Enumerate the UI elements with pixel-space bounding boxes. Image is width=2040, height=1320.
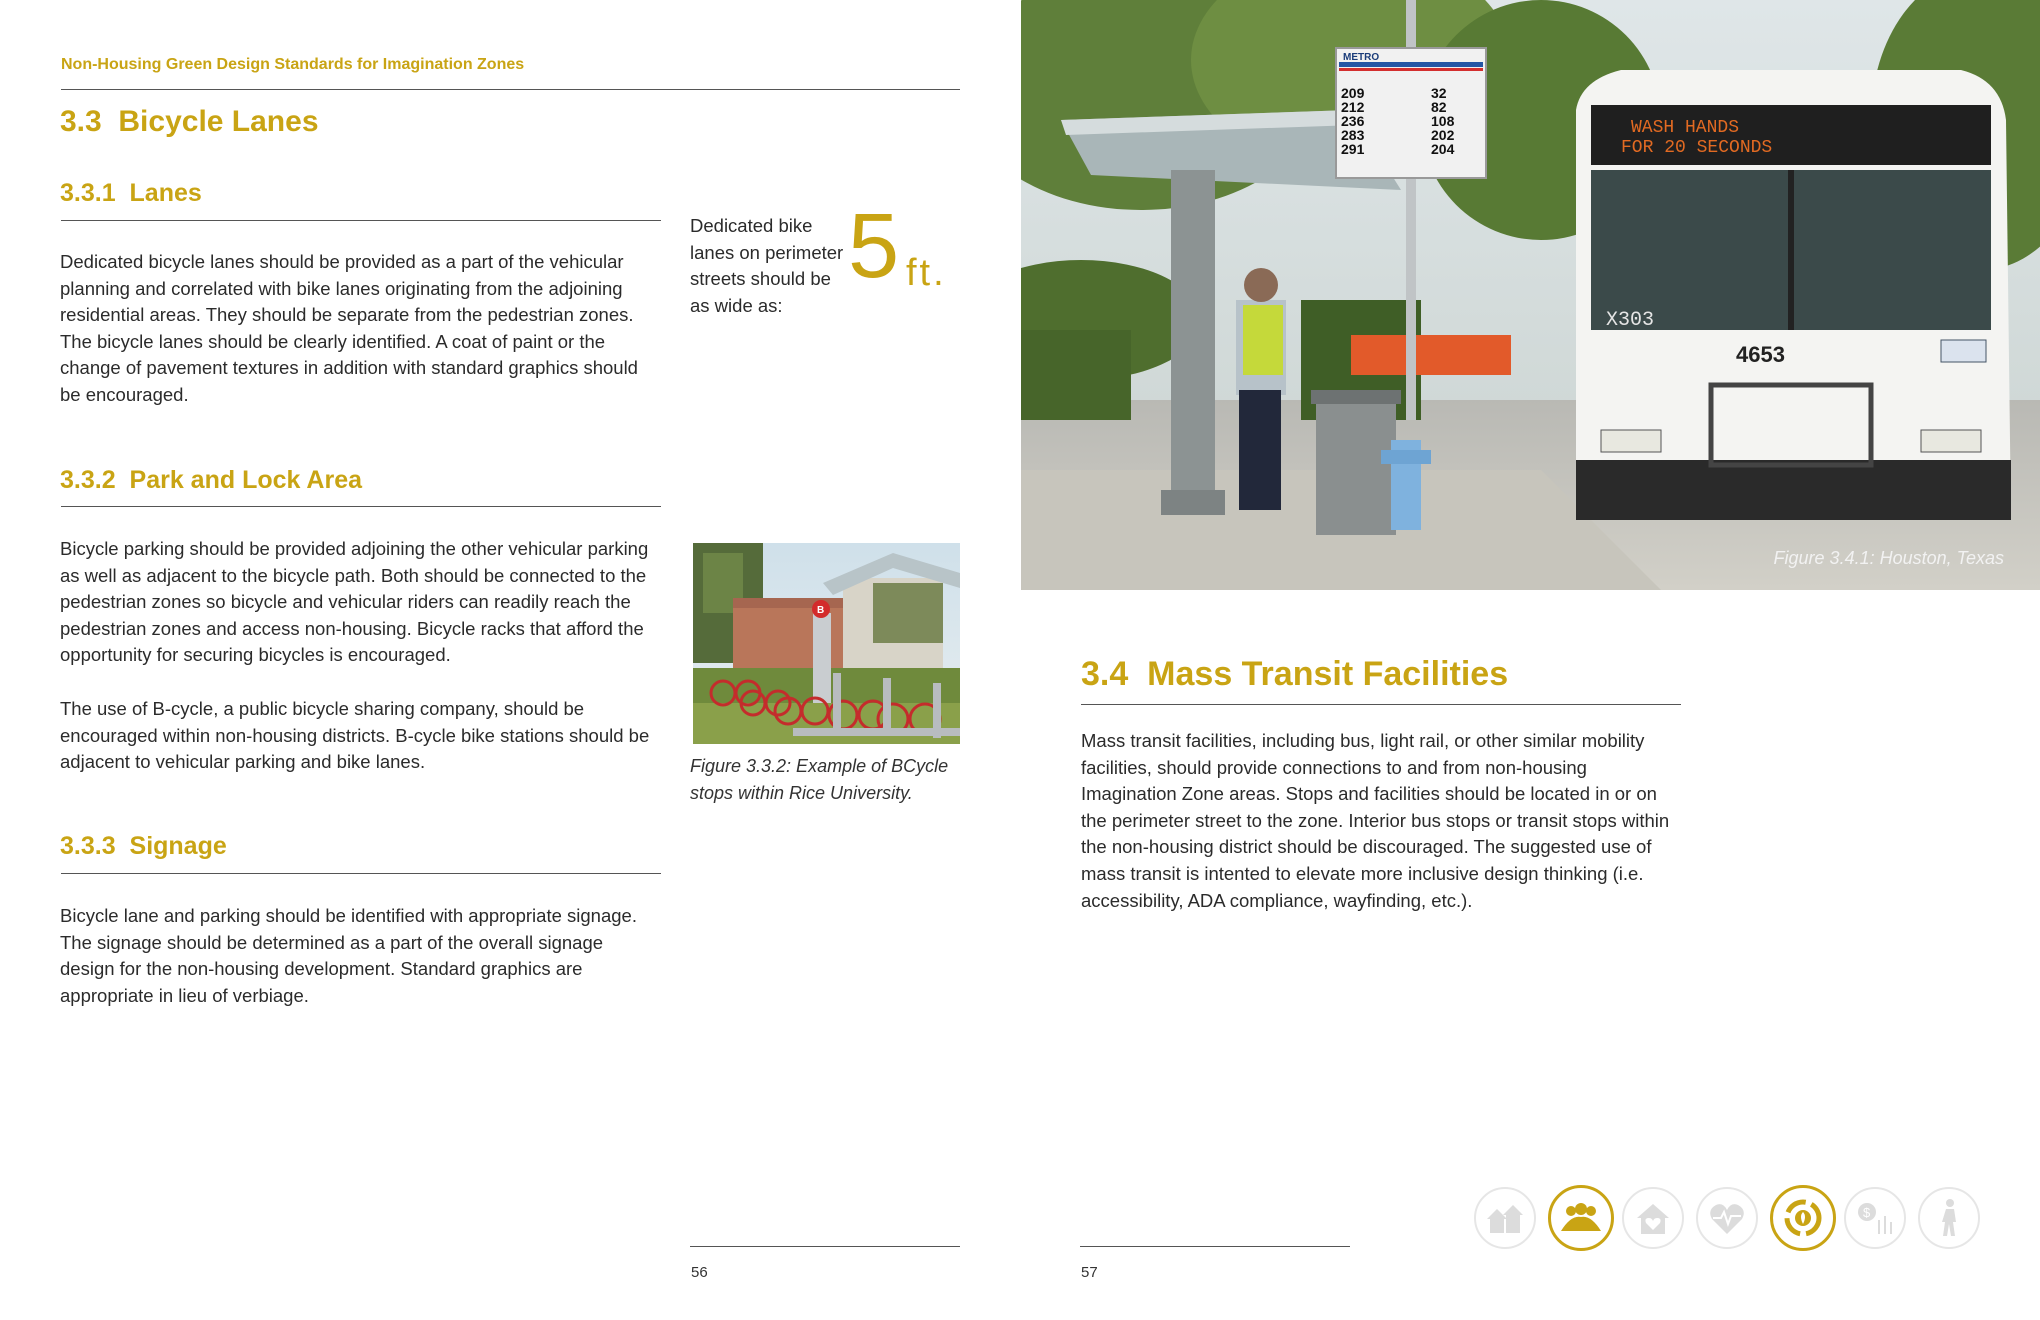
park-lock-body-2: The use of B-cycle, a public bicycle sharing company, should be encouraged within non-housing districts. B-cycle bike stations should be adjacent to vehicular parking and bike lanes. <box>60 698 650 773</box>
bus-stop-photo <box>1021 0 2040 590</box>
bcycle-station-photo <box>693 543 960 744</box>
callout-text: Dedicated bike lanes on perimeter streets should be as wide as: <box>690 215 844 316</box>
economy-icon <box>1844 1187 1906 1249</box>
footer-rule-left <box>690 1246 960 1247</box>
subsection-rule <box>61 506 661 507</box>
bcycle-figure-caption: Figure 3.3.2: Example of BCycle stops within Rice University. <box>690 756 949 803</box>
homes-icon <box>1474 1187 1536 1249</box>
sign-route: 108 <box>1431 113 1455 129</box>
mass-transit-body: Mass transit facilities, including bus, light rail, or other similar mobility facilities, should provide connections to and from non-housing Imagination Zone areas. Stops and facilities should be located in or on the perimeter street to the zone. Interior bus stops or transit stops within the non-housing district should be discouraged. The suggested use of mass transit is intented to elevate more inclusive design thinking (i.e. accessibility, ADA compliance, wayfinding, etc.). <box>1081 730 1670 911</box>
callout-value: 5 <box>848 195 900 297</box>
subsection-heading-3-3-1: 3.3.1 Lanes <box>60 179 202 207</box>
sign-route: 291 <box>1341 141 1365 157</box>
sign-route: 209 <box>1341 85 1365 101</box>
section-rule <box>1081 704 1681 705</box>
section-heading-3-4: 3.4 Mass Transit Facilities <box>1081 655 1509 693</box>
sign-route: 204 <box>1431 141 1455 157</box>
park-lock-body-1: Bicycle parking should be provided adjoining the other vehicular parking as well as adjacent to the bicycle path. Both should be connected to the pedestrian zones so bicycle and vehicular riders can readily reach the pedestrian zones and access non-housing. Bicycle racks that afford the opportunity for securing bicycles is encouraged. <box>60 538 649 666</box>
subsection-heading-3-3-3: 3.3.3 Signage <box>60 832 227 860</box>
sign-route: 283 <box>1341 127 1365 143</box>
sustainability-cycle-icon <box>1770 1185 1836 1251</box>
sign-route: 212 <box>1341 99 1365 115</box>
bus-display-line1: WASH HANDS <box>1631 118 1740 138</box>
subsection-heading-3-3-2: 3.3.2 Park and Lock Area <box>60 466 363 494</box>
header-rule <box>61 89 960 90</box>
svg-text:B: B <box>817 605 825 616</box>
bus-side-text: X303 <box>1606 309 1655 332</box>
callout-unit: ft. <box>906 252 947 294</box>
sign-route: 32 <box>1431 85 1447 101</box>
subsection-rule <box>61 873 661 874</box>
sign-route: 236 <box>1341 113 1365 129</box>
lanes-body: Dedicated bicycle lanes should be provided as a part of the vehicular planning and correlated with bike lanes originating from the adjoining residential areas. They should be separate from the pedestrian zones. The bicycle lanes should be clearly identified. A coat of paint or the change of pavement textures in addition with standard graphics should be encouraged. <box>60 251 638 405</box>
pedestrian-icon <box>1918 1187 1980 1249</box>
svg-text:$: $ <box>1863 1205 1871 1220</box>
section-heading-3-3: 3.3 Bicycle Lanes <box>60 105 319 138</box>
subsection-rule <box>61 220 661 221</box>
bus-figure-caption: Figure 3.4.1: Houston, Texas <box>1773 548 2004 568</box>
signage-body: Bicycle lane and parking should be identified with appropriate signage. The signage should be determined as a part of the overall signage design for the non-housing development. Standard graphics are appropriate in lieu of verbiage. <box>60 905 637 1006</box>
bus-number: 4653 <box>1736 342 1785 367</box>
house-heart-icon <box>1622 1187 1684 1249</box>
sign-route: 82 <box>1431 99 1447 115</box>
running-head: Non-Housing Green Design Standards for Imagination Zones <box>61 56 525 73</box>
bus-stop-illustration <box>1021 0 2040 590</box>
page-number-right: 57 <box>1081 1264 1098 1281</box>
community-icon <box>1548 1185 1614 1251</box>
bcycle-station-illustration <box>693 543 960 744</box>
page-number-left: 56 <box>691 1264 708 1281</box>
sign-brand: METRO <box>1343 52 1380 63</box>
sign-route: 202 <box>1431 127 1455 143</box>
footer-rule-right <box>1080 1246 1350 1247</box>
bus-display-line2: FOR 20 SECONDS <box>1621 138 1773 158</box>
health-icon <box>1696 1187 1758 1249</box>
